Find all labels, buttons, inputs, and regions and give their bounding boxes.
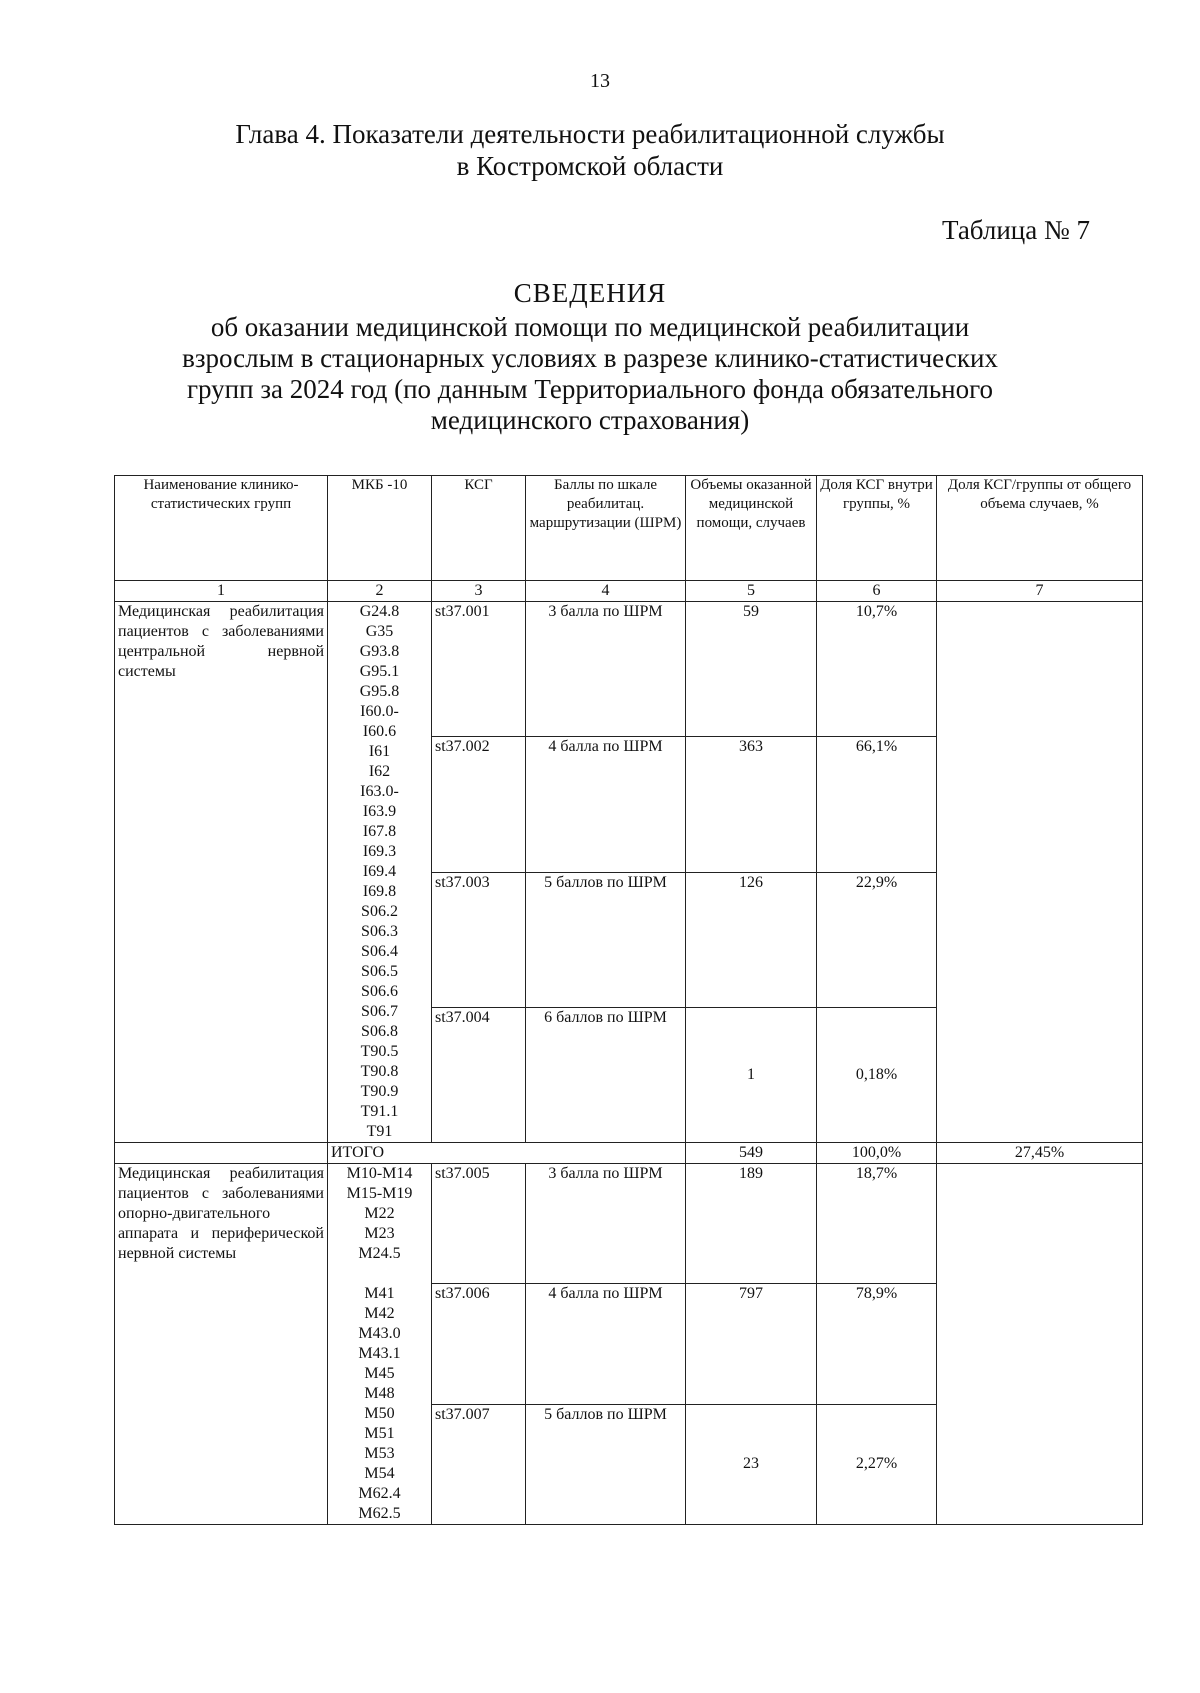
total-share: 100,0% xyxy=(817,1143,937,1164)
mkb-code: G24.8 xyxy=(359,603,400,620)
header-mkb: МКБ -10 xyxy=(328,476,432,581)
mkb-code: S06.3 xyxy=(361,923,398,940)
column-number: 4 xyxy=(526,581,686,602)
mkb-code: T90.9 xyxy=(360,1083,399,1100)
total-volume: 549 xyxy=(686,1143,817,1164)
mkb-code: S06.4 xyxy=(361,943,398,960)
volume-cases: 797 xyxy=(686,1284,817,1404)
column-number: 3 xyxy=(432,581,526,602)
total-overall-share: 27,45% xyxy=(937,1143,1143,1164)
mkb-code: M23 xyxy=(364,1225,395,1242)
mkb-code: G95.8 xyxy=(359,683,400,700)
mkb-code: I63.0- xyxy=(360,783,399,800)
ksg-code: st37.006 xyxy=(432,1284,526,1404)
share-in-group: 0,18% xyxy=(817,1007,937,1142)
mkb-code: I61 xyxy=(368,743,391,760)
volume-cases: 363 xyxy=(686,737,817,872)
total-empty-cell xyxy=(115,1143,328,1164)
mkb-code: I60.0- xyxy=(360,703,399,720)
share-in-group: 2,27% xyxy=(817,1404,937,1524)
total-row xyxy=(115,1143,1143,1164)
mkb-code: M51 xyxy=(364,1425,395,1442)
volume-cases: 23 xyxy=(686,1404,817,1524)
header-volume: Объемы оказанной медицинской помощи, случаев xyxy=(686,476,817,581)
column-number: 5 xyxy=(686,581,817,602)
table-row xyxy=(115,602,1143,737)
share-in-group: 18,7% xyxy=(817,1164,937,1284)
group-name-musculoskeletal: Медицинская реабилитация пациентов с заболеваниями опорно-двигательного аппарата и периферической нервной системы xyxy=(115,1164,328,1525)
mkb-code: I63.9 xyxy=(362,803,397,820)
shrm-score: 5 баллов по ШРМ xyxy=(526,1404,686,1524)
share-in-group: 10,7% xyxy=(817,602,937,737)
column-number: 2 xyxy=(328,581,432,602)
ksg-code: st37.004 xyxy=(432,1007,526,1142)
mkb-code: S06.2 xyxy=(361,903,398,920)
mkb-code: I60.6 xyxy=(362,723,397,740)
mkb-code: M22 xyxy=(364,1205,395,1222)
shrm-score: 4 балла по ШРМ xyxy=(526,1284,686,1404)
mkb-code: S06.6 xyxy=(361,983,398,1000)
header-share-in-group: Доля КСГ внутри группы, % xyxy=(817,476,937,581)
mkb-code: M41 xyxy=(364,1285,395,1302)
mkb-codes-cns xyxy=(328,602,432,1143)
mkb-code: T90.5 xyxy=(360,1043,399,1060)
header-ksg: КСГ xyxy=(432,476,526,581)
mkb-code: M50 xyxy=(364,1405,395,1422)
rehab-statistics-table xyxy=(114,475,1143,1525)
share-total-empty xyxy=(937,602,1143,1143)
header-group-name: Наименование клинико-статистических групп xyxy=(115,476,328,581)
column-number: 7 xyxy=(937,581,1143,602)
mkb-code: M48 xyxy=(364,1385,395,1402)
subtitle-line: медицинского страхования) xyxy=(430,405,750,435)
mkb-code: G35 xyxy=(365,623,394,640)
mkb-code: I69.3 xyxy=(362,843,397,860)
column-number: 6 xyxy=(817,581,937,602)
mkb-code: M53 xyxy=(364,1445,395,1462)
subtitle-line: групп за 2024 год (по данным Территориального фонда обязательного xyxy=(186,374,994,404)
group-name-cns: Медицинская реабилитация пациентов с заболеваниями центральной нервной системы xyxy=(115,602,328,1143)
mkb-code: G95.1 xyxy=(359,663,400,680)
subtitle-line: об оказании медицинской помощи по медицинской реабилитации xyxy=(210,312,970,342)
mkb-code: G93.8 xyxy=(359,643,400,660)
volume-cases: 189 xyxy=(686,1164,817,1284)
total-label: ИТОГО xyxy=(328,1143,686,1164)
share-in-group: 22,9% xyxy=(817,872,937,1007)
share-total-empty xyxy=(937,1164,1143,1525)
mkb-code: M54 xyxy=(364,1465,395,1482)
mkb-code: T91 xyxy=(366,1123,393,1140)
ksg-code: st37.005 xyxy=(432,1164,526,1284)
ksg-code: st37.001 xyxy=(432,602,526,737)
shrm-score: 6 баллов по ШРМ xyxy=(526,1007,686,1142)
mkb-code: T91.1 xyxy=(360,1103,399,1120)
header-share-total: Доля КСГ/группы от общего объема случаев, % xyxy=(937,476,1143,581)
mkb-code: S06.7 xyxy=(361,1003,398,1020)
volume-cases: 1 xyxy=(686,1007,817,1142)
mkb-codes-musculoskeletal xyxy=(328,1164,432,1525)
ksg-code: st37.003 xyxy=(432,872,526,1007)
mkb-code: M45 xyxy=(364,1365,395,1382)
mkb-code: M62.5 xyxy=(358,1505,401,1522)
table-number: Таблица № 7 xyxy=(942,215,1090,245)
shrm-score: 4 балла по ШРМ xyxy=(526,737,686,872)
mkb-code: M42 xyxy=(364,1305,395,1322)
header-shrm-score: Баллы по шкале реабилитац. маршрутизации (ШРМ) xyxy=(526,476,686,581)
share-in-group: 66,1% xyxy=(817,737,937,872)
mkb-code: I62 xyxy=(368,763,391,780)
mkb-code: I67.8 xyxy=(362,823,397,840)
mkb-code: M24.5 xyxy=(358,1245,401,1262)
mkb-code xyxy=(331,1264,428,1284)
ksg-code: st37.002 xyxy=(432,737,526,872)
mkb-code: M10-M14 xyxy=(346,1165,413,1182)
shrm-score: 5 баллов по ШРМ xyxy=(526,872,686,1007)
document-subtitle xyxy=(150,312,1030,436)
mkb-code: M43.0 xyxy=(358,1325,401,1342)
chapter-title-line: в Костромской области xyxy=(456,151,724,181)
chapter-title-line: Глава 4. Показатели деятельности реабилитационной службы xyxy=(235,119,945,149)
mkb-code: M15-M19 xyxy=(346,1185,413,1202)
ksg-code: st37.007 xyxy=(432,1404,526,1524)
mkb-code: S06.8 xyxy=(361,1023,398,1040)
chapter-title xyxy=(150,118,1030,182)
mkb-code: I69.8 xyxy=(362,883,397,900)
mkb-code: I69.4 xyxy=(362,863,397,880)
mkb-code: S06.5 xyxy=(361,963,398,980)
volume-cases: 126 xyxy=(686,872,817,1007)
share-in-group: 78,9% xyxy=(817,1284,937,1404)
column-number: 1 xyxy=(115,581,328,602)
shrm-score: 3 балла по ШРМ xyxy=(526,602,686,737)
mkb-code: M62.4 xyxy=(358,1485,401,1502)
page-number: 13 xyxy=(590,70,610,92)
volume-cases: 59 xyxy=(686,602,817,737)
document-title: СВЕДЕНИЯ xyxy=(513,278,667,308)
table-row xyxy=(115,1164,1143,1284)
mkb-code: M43.1 xyxy=(358,1345,401,1362)
column-numbers-row xyxy=(115,581,1143,602)
mkb-code: T90.8 xyxy=(360,1063,399,1080)
table-header-row xyxy=(115,476,1143,581)
shrm-score: 3 балла по ШРМ xyxy=(526,1164,686,1284)
subtitle-line: взрослым в стационарных условиях в разрезе клинико-статистических xyxy=(182,343,998,373)
